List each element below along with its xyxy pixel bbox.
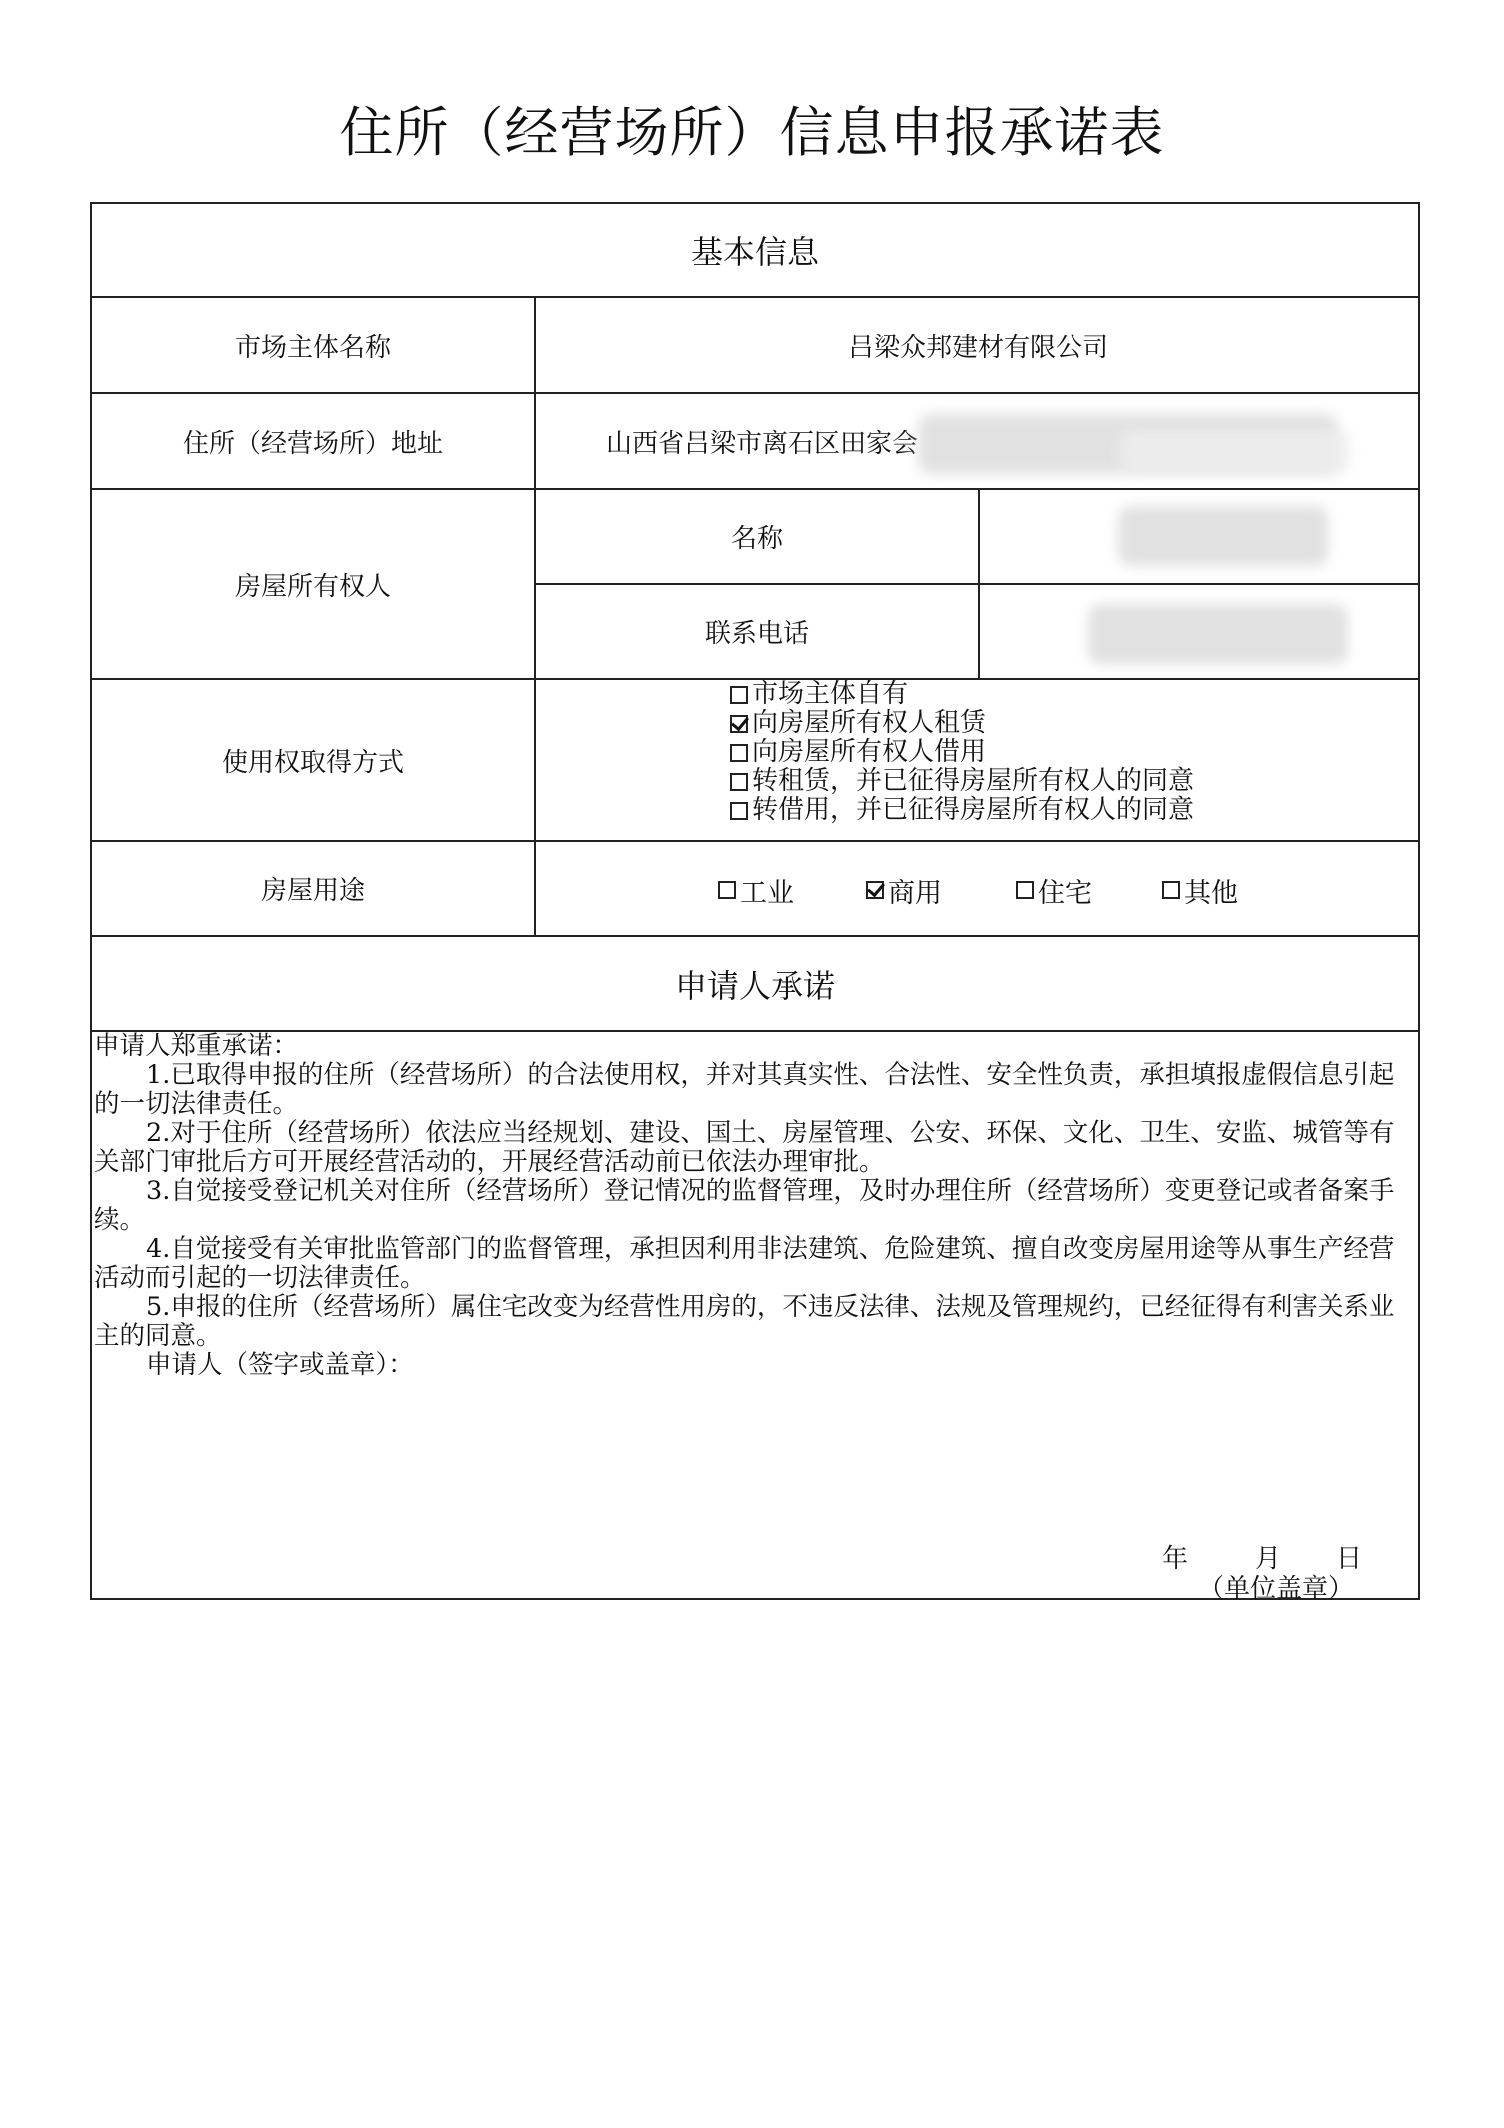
- unit-seal-label: （单位盖章）: [1198, 1574, 1355, 1604]
- date-month-label: 月: [1255, 1544, 1282, 1574]
- acquisition-option[interactable]: [730, 767, 1194, 796]
- usage-label: 房屋用途: [260, 876, 365, 906]
- date-day-label: 日: [1336, 1544, 1363, 1574]
- commitment-item: 3.自觉接受登记机关对住所（经营场所）登记情况的监督管理，及时办理住所（经营场所）变更登记或者备案手续。: [94, 1176, 1395, 1235]
- option-label: 向房屋所有权人借用: [752, 737, 987, 767]
- checkbox-unchecked[interactable]: [730, 773, 748, 791]
- redacted-address: [1120, 430, 1350, 474]
- commitment-item: 5.申报的住所（经营场所）属住宅改变为经营性用房的，不违反法律、法规及管理规约，已经征得有利害关系业主的同意。: [94, 1292, 1395, 1351]
- commitment-item: 2.对于住所（经营场所）依法应当经规划、建设、国土、房屋管理、公安、环保、文化、卫生、安监、城管等有关部门审批后方可开展经营活动的，开展经营活动前已依法办理审批。: [94, 1118, 1395, 1177]
- usage-option[interactable]: [866, 875, 942, 909]
- basic-info-heading: 基本信息: [690, 233, 819, 271]
- acquisition-option[interactable]: [730, 680, 1194, 709]
- checkbox-unchecked[interactable]: [730, 802, 748, 820]
- option-label: 商用: [888, 877, 942, 909]
- usage-option[interactable]: [1016, 875, 1092, 909]
- option-label: 住宅: [1038, 877, 1092, 909]
- date-year-label: 年: [1162, 1544, 1189, 1574]
- checkbox-unchecked[interactable]: [1016, 881, 1034, 899]
- entity-name-value: 吕梁众邦建材有限公司: [847, 332, 1108, 363]
- option-label: 其他: [1184, 877, 1238, 909]
- redacted-owner-phone: [1088, 604, 1348, 664]
- acquisition-label: 使用权取得方式: [221, 747, 404, 778]
- document-title: 住所（经营场所）信息申报承诺表: [339, 101, 1165, 164]
- address-value: 山西省吕梁市离石区田家会: [606, 428, 919, 459]
- option-label: 转租赁，并已征得房屋所有权人的同意: [752, 766, 1195, 796]
- commitment-item: 4.自觉接受有关审批监管部门的监督管理，承担因利用非法建筑、危险建筑、擅自改变房屋用途等从事生产经营活动而引起的一切法律责任。: [94, 1234, 1395, 1293]
- checkbox-unchecked[interactable]: [730, 744, 748, 762]
- acquisition-option[interactable]: [730, 796, 1194, 825]
- commitment-heading: 申请人承诺: [674, 966, 835, 1005]
- checkbox-checked[interactable]: [866, 881, 884, 899]
- acquisition-options: [730, 680, 1194, 825]
- acquisition-option[interactable]: [730, 738, 1194, 767]
- checkbox-checked[interactable]: [730, 715, 748, 733]
- usage-option[interactable]: [718, 875, 794, 909]
- address-label: 住所（经营场所）地址: [182, 428, 443, 459]
- acquisition-option[interactable]: [730, 709, 1194, 738]
- commitment-intro: 申请人郑重承诺：: [94, 1031, 299, 1061]
- commitment-item: 1.已取得申报的住所（经营场所）的合法使用权，并对其真实性、合法性、安全性负责，承担填报虚假信息引起的一切法律责任。: [94, 1060, 1395, 1119]
- signature-label: 申请人（签字或盖章）：: [146, 1350, 414, 1380]
- option-label: 市场主体自有: [752, 679, 909, 709]
- checkbox-unchecked[interactable]: [730, 686, 748, 704]
- owner-label: 房屋所有权人: [234, 571, 391, 602]
- option-label: 转借用，并已征得房屋所有权人的同意: [752, 795, 1195, 825]
- owner-phone-label: 联系电话: [704, 619, 809, 649]
- commitment-body: [94, 1032, 1414, 1380]
- option-label: 工业: [740, 877, 794, 909]
- owner-name-label: 名称: [730, 524, 783, 554]
- checkbox-unchecked[interactable]: [1162, 881, 1180, 899]
- option-label: 向房屋所有权人租赁: [752, 708, 987, 738]
- checkbox-unchecked[interactable]: [718, 881, 736, 899]
- usage-option[interactable]: [1162, 875, 1238, 909]
- column-divider: [978, 488, 980, 679]
- redacted-owner-name: [1118, 506, 1328, 566]
- entity-name-label: 市场主体名称: [234, 332, 391, 363]
